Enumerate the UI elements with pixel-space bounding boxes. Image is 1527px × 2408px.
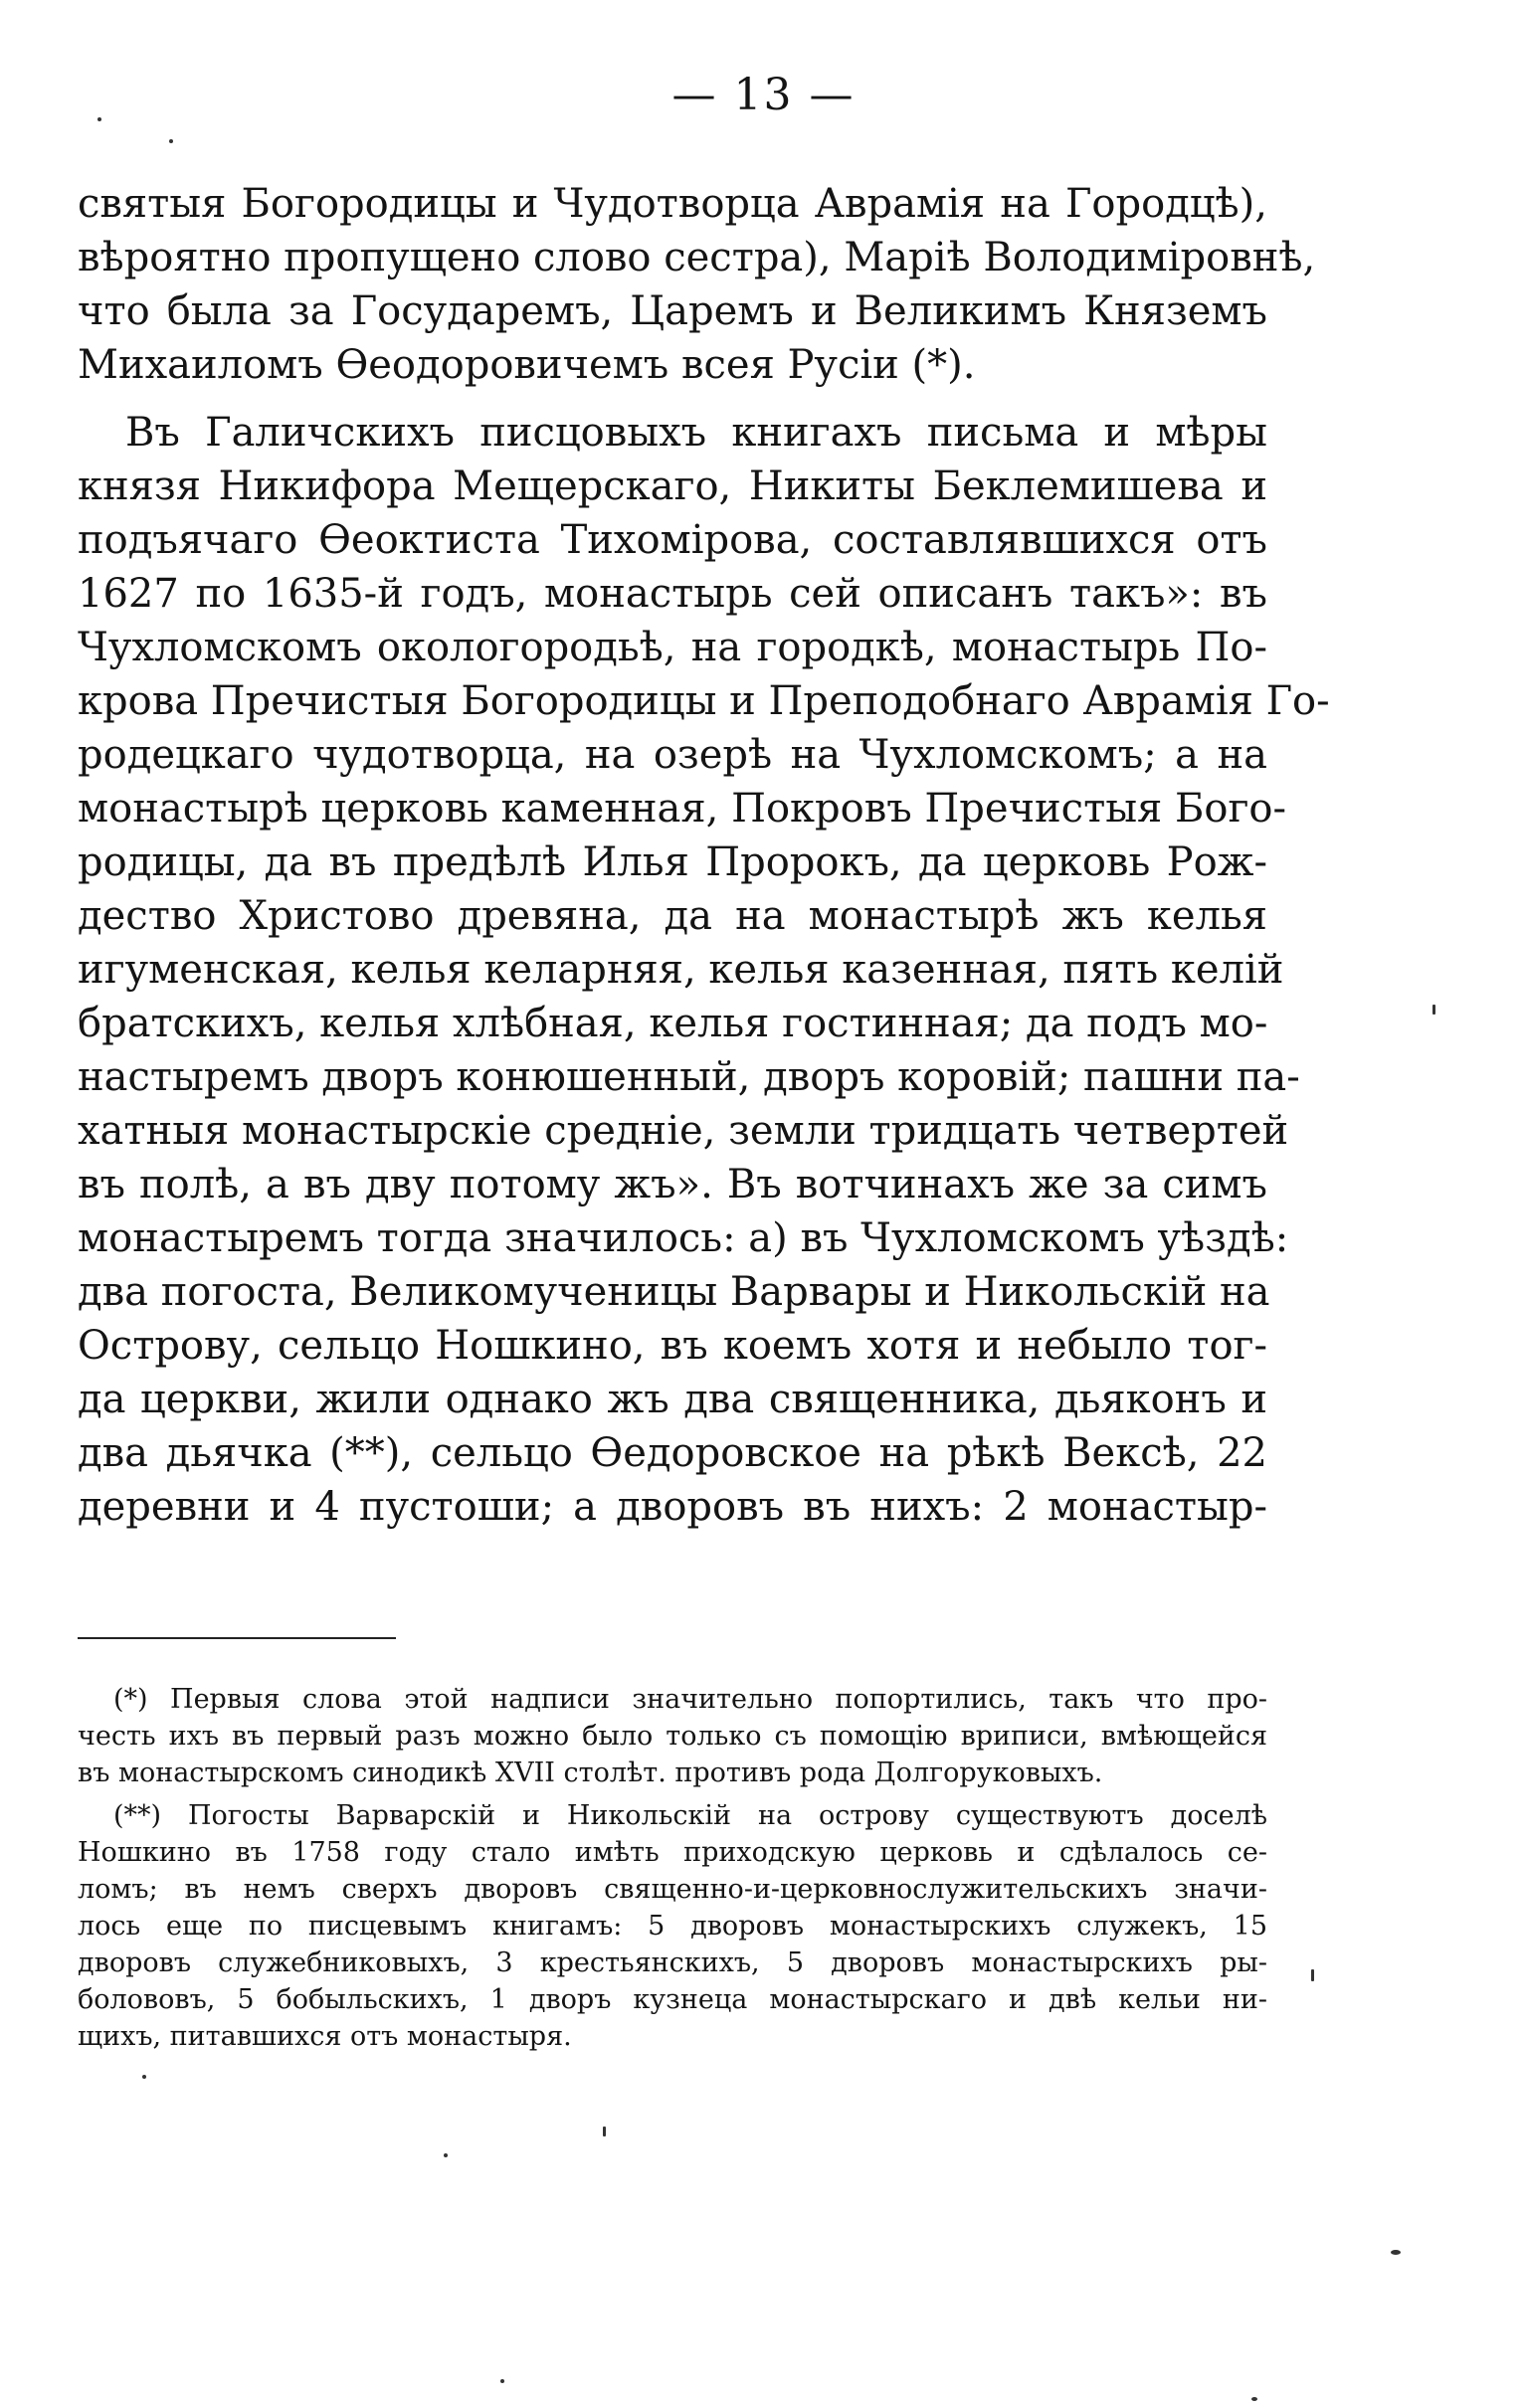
scan-speck — [444, 2153, 448, 2157]
footnote-line: щихъ, питавшихся отъ монастыря. — [78, 2021, 572, 2052]
paragraph-1 — [78, 177, 1316, 392]
text-line: игуменская, келья келарняя, келья казенная, пять келій — [78, 947, 1284, 993]
text-line: родицы, да въ предѣлѣ Илья Пророкъ, да церковь Рож- — [78, 839, 1267, 885]
text-line: крова Пречистыя Богородицы и Преподобнаго Аврамія Го- — [78, 678, 1330, 724]
scan-speck — [500, 2379, 504, 2383]
text-line: настыремъ дворъ конюшенный, дворъ коровій; пашни па- — [78, 1054, 1300, 1100]
text-line: монастыремъ тогда значилось: а) въ Чухломскомъ уѣздѣ: — [78, 1215, 1289, 1261]
footnote-line: въ монастырскомъ синодикѣ XVII столѣт. противъ рода Долгоруковыхъ. — [78, 1758, 1103, 1788]
text-line: что была за Государемъ, Царемъ и Великимъ Княземъ — [78, 288, 1267, 334]
footnote-line: (**) Погосты Варварскій и Никольскій на острову существуютъ доселѣ — [113, 1800, 1267, 1831]
footnote-line: дворовъ служебниковыхъ, 3 крестьянскихъ, 5 дворовъ монастырскихъ ры- — [78, 1947, 1267, 1978]
footnotes — [78, 1681, 1267, 2055]
text-line: деревни и 4 пустоши; а дворовъ въ нихъ: 2 монастыр- — [78, 1484, 1267, 1530]
scan-speck — [97, 117, 101, 121]
footnote-line: Ношкино въ 1758 году стало имѣть приходскую церковь и сдѣлалось се- — [78, 1837, 1267, 1868]
scan-speck — [1311, 1969, 1314, 1981]
paragraph-2 — [78, 406, 1330, 1534]
paragraph-spacer — [78, 392, 1267, 406]
footnote-line: честь ихъ въ первый разъ можно было только съ помощію вриписи, вмѣющейся — [78, 1721, 1267, 1752]
text-line: хатныя монастырскіе средніе, земли тридцать четвертей — [78, 1108, 1289, 1154]
footnote-line: лось еще по писцевымъ книгамъ: 5 дворовъ монастырскихъ служекъ, 15 — [78, 1911, 1267, 1942]
text-line: князя Никифора Мещерскаго, Никиты Беклемишева и — [78, 463, 1267, 509]
text-line: 1627 по 1635-й годъ, монастырь сей описанъ такъ»: въ — [78, 571, 1267, 617]
text-line: два дьячка (**), сельцо Ѳедоровское на рѣкѣ Вексѣ, 22 — [78, 1430, 1267, 1476]
scan-speck — [142, 2075, 146, 2079]
text-line: святыя Богородицы и Чудотворца Аврамія на Городцѣ), — [78, 181, 1267, 227]
text-line: братскихъ, келья хлѣбная, келья гостинная; да подъ мо- — [78, 1001, 1268, 1046]
text-line: подъячаго Ѳеоктиста Тихомірова, составлявшихся отъ — [78, 517, 1267, 563]
scan-speck — [169, 139, 173, 143]
footnote-divider — [78, 1637, 396, 1639]
text-line: Въ Галичскихъ писцовыхъ книгахъ письма и мѣры — [125, 410, 1267, 456]
scan-speck — [603, 2127, 606, 2136]
text-line: монастырѣ церковь каменная, Покровъ Пречистыя Бого- — [78, 786, 1287, 832]
scan-speck — [1251, 2397, 1257, 2401]
text-line: Острову, сельцо Ношкино, въ коемъ хотя и небыло тог- — [78, 1323, 1267, 1369]
text-line: да церкви, жили однако жъ два священника, дьяконъ и — [78, 1377, 1267, 1422]
text-line: два погоста, Великомученицы Варвары и Никольскій на — [78, 1269, 1270, 1315]
footnote-line: болововъ, 5 бобыльскихъ, 1 дворъ кузнеца монастырскаго и двѣ кельи ни- — [78, 1984, 1267, 2015]
footnote-line: ломъ; въ немъ сверхъ дворовъ священно-и-церковнослужительскихъ значи- — [78, 1874, 1267, 1905]
main-text — [78, 177, 1330, 1534]
footnote-line: (*) Первыя слова этой надписи значительно попортились, такъ что про- — [113, 1684, 1267, 1715]
text-line: Михаиломъ Ѳеодоровичемъ всея Русіи (*). — [78, 342, 976, 388]
footnote-1 — [78, 1681, 1267, 1791]
text-line: дество Христово древяна, да на монастырѣ жъ келья — [78, 893, 1267, 939]
text-line: Чухломскомъ окологородьѣ, на городкѣ, монастырь По- — [78, 625, 1267, 670]
text-line: вѣроятно пропущено слово сестра), Маріѣ Володиміровнѣ, — [78, 235, 1316, 280]
scan-speck — [1432, 1005, 1435, 1015]
text-line: въ полѣ, а въ дву потому жъ». Въ вотчинахъ же за симъ — [78, 1162, 1267, 1207]
scan-speck — [1391, 2250, 1401, 2255]
page-number: — 13 — — [671, 70, 856, 120]
footnote-2 — [78, 1797, 1267, 2055]
text-line: родецкаго чудотворца, на озерѣ на Чухломскомъ; а на — [78, 732, 1267, 778]
